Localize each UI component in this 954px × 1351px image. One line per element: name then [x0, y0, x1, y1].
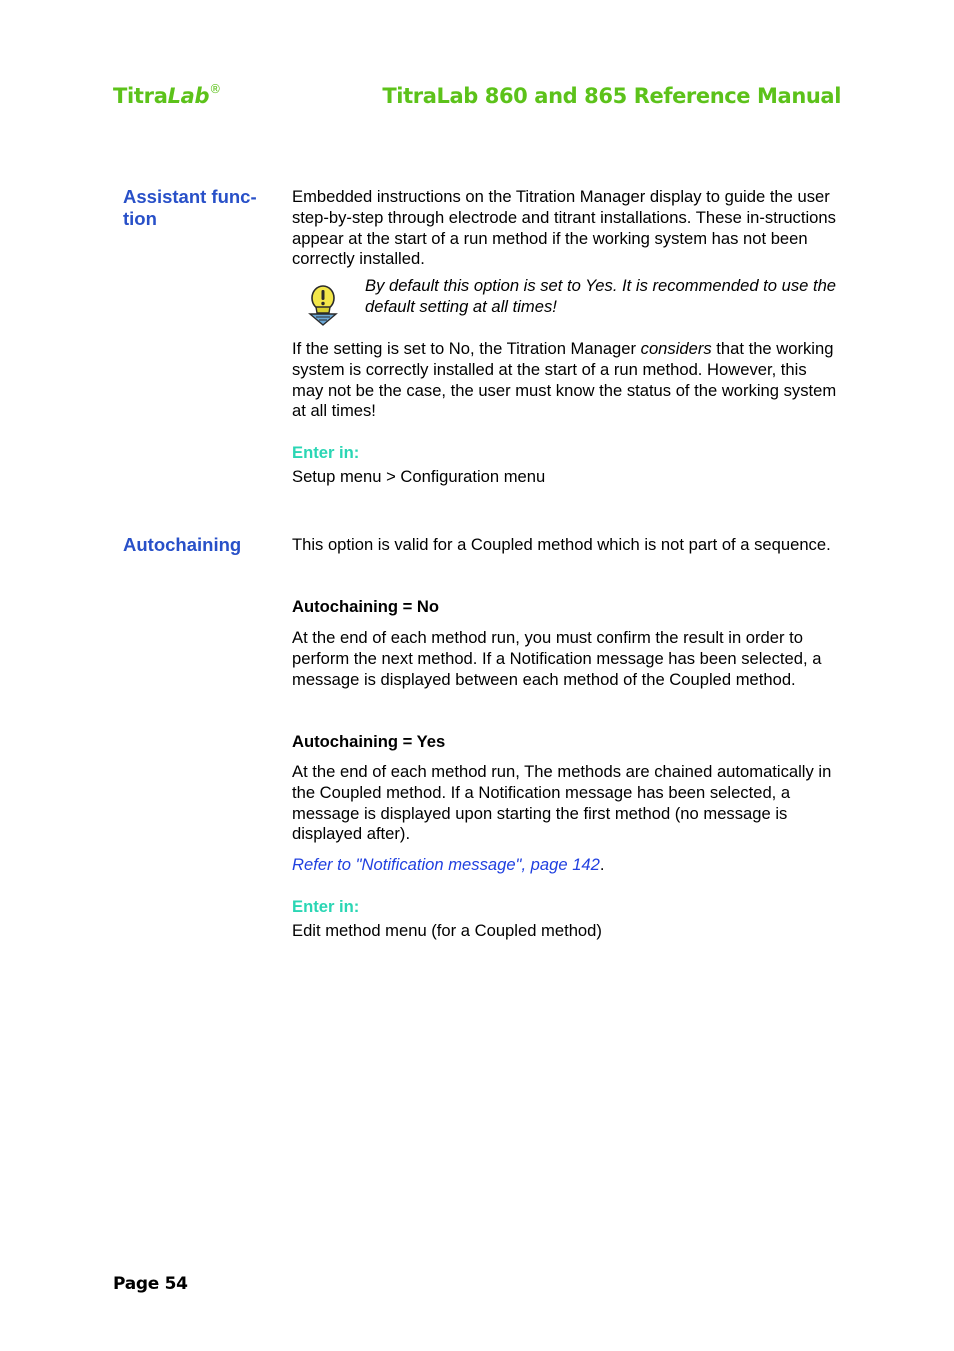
section-heading-autochaining: Autochaining [123, 534, 242, 555]
emphasis-considers: considers [640, 339, 712, 358]
heading-line-1: Assistant func- [123, 186, 257, 207]
brand-logo [113, 84, 221, 108]
enter-in-label: Enter in: [292, 897, 360, 916]
autochaining-no-title: Autochaining = No [292, 597, 440, 616]
enter-in-path: Edit method menu (for a Coupled method) [292, 921, 602, 940]
explanation-suffix: that the working system is correctly installed at the start of a run method. However, this may not be the case, the user must know the status of the working system at all times! [292, 339, 837, 421]
brand-suffix: Lab [167, 84, 210, 108]
autochaining-yes-title: Autochaining = Yes [292, 732, 446, 751]
autochaining-intro: This option is valid for a Coupled method which is not part of a sequence. [292, 535, 831, 554]
cross-reference-period: . [599, 855, 605, 874]
assistant-description: Embedded instructions on the Titration Manager display to guide the user step-by-step through electrode and titrant installations. These in-structions appear at the start of a run method if the working system has not been correctly installed. [292, 187, 836, 269]
cross-reference [292, 855, 605, 875]
heading-line-2: tion [123, 208, 157, 229]
section-heading-assistant-function [123, 186, 273, 230]
enter-in-path: Setup menu > Configuration menu [292, 467, 546, 486]
autochaining-yes-description: At the end of each method run, The methods are chained automatically in the Coupled method. If a Notification message has been selected, a message is displayed upon starting the first method (no message is displayed after). [292, 762, 832, 844]
notification-message-link[interactable]: Refer to "Notification message", page 142 [292, 855, 600, 874]
manual-title: TitraLab 860 and 865 Reference Manual [382, 84, 841, 108]
registered-mark: ® [209, 82, 221, 96]
default-setting-note: By default this option is set to Yes. It is recommended to use the default setting at all times! [365, 276, 837, 316]
enter-in-label: Enter in: [292, 443, 360, 462]
explanation-prefix: If the setting is set to No, the Titration Manager [292, 339, 641, 358]
brand-prefix: Titra [113, 84, 168, 108]
no-setting-explanation [292, 339, 842, 422]
autochaining-no-description: At the end of each method run, you must confirm the result in order to perform the next method. If a Notification message has been selected, a message is displayed between each method of the Coupled method. [292, 628, 822, 689]
page-number: Page 54 [113, 1274, 188, 1294]
lightbulb-hint-icon [305, 283, 341, 327]
